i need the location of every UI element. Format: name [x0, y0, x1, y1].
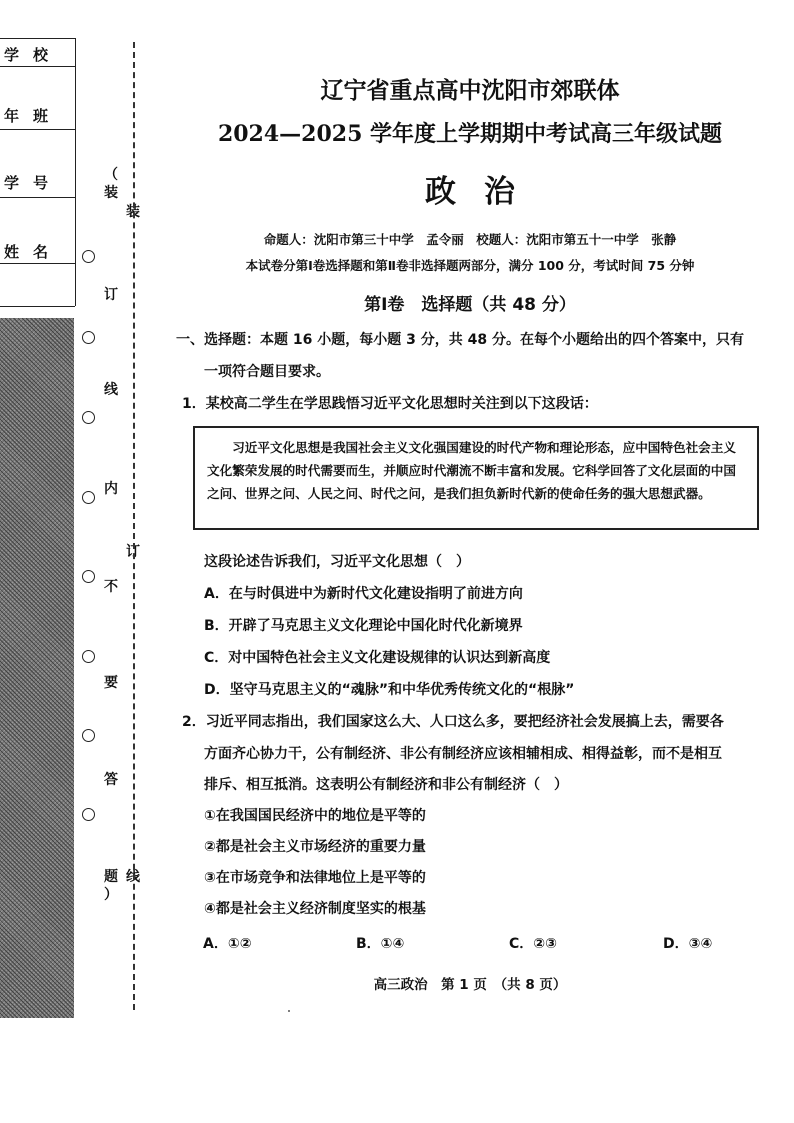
binding-hole: [82, 331, 95, 344]
binding-char: 内: [104, 481, 118, 497]
binding-char: 装: [104, 185, 118, 201]
q2-option-c[interactable]: C．②③: [509, 936, 557, 952]
section-title: 第Ⅰ卷 选择题（共 48 分）: [364, 295, 576, 315]
q1-option-d[interactable]: D．坚守马克思主义的“魂脉”和中华优秀传统文化的“根脉”: [204, 682, 575, 698]
q1-quote-box: 习近平文化思想是我国社会主义文化强国建设的时代产物和理论形态，应中国特色社会主义文化繁荣发展的时代需要而生，并顺应时代潮流不断丰富和发展。它科学回答了文化层面的中国之问、世界之问、人民之问、时代之问，是我们担负新时代新的使命任务的强大思想武器。: [193, 426, 759, 530]
q1-option-b[interactable]: B．开辟了马克思主义文化理论中国化时代化新境界: [204, 618, 523, 634]
binding-dashed-line: [133, 42, 135, 1010]
q2-stem-line1: 2．习近平同志指出，我们国家这么大、人口这么多，要把经济社会发展搞上去，需要各: [182, 714, 724, 730]
q2-stem-line2: 方面齐心协力干，公有制经济、非公有制经济应该相辅相成、相得益彰，而不是相互: [204, 746, 722, 762]
q2-option-d[interactable]: D．③④: [663, 936, 713, 952]
binding-hole: [82, 250, 95, 263]
q2-statement-4: ④都是社会主义经济制度坚实的根基: [204, 901, 426, 917]
binding-char: 要: [104, 675, 118, 691]
binding-char: 不: [104, 579, 118, 595]
q1-question: 这段论述告诉我们，习近平文化思想（ ）: [204, 554, 470, 570]
q1-option-c[interactable]: C．对中国特色社会主义文化建设规律的认识达到新高度: [204, 650, 551, 666]
binding-char: 答: [104, 772, 118, 788]
name-underline: [0, 263, 75, 264]
student-id-field[interactable]: [0, 172, 75, 216]
binding-hole: [82, 808, 95, 821]
binding-hole: [82, 570, 95, 583]
binding-char: 线: [104, 382, 118, 398]
binding-char: 订: [104, 287, 118, 303]
binding-char-right: 线: [126, 869, 140, 885]
q1-option-a[interactable]: A．在与时俱进中为新时代文化建设指明了前进方向: [204, 586, 523, 602]
student-id-underline: [0, 197, 75, 198]
section-instruction-line1: 一、选择题：本题 16 小题，每小题 3 分，共 48 分。在每个小题给出的四个答案中，只有: [176, 332, 744, 348]
class-field[interactable]: [0, 105, 75, 149]
q2-option-b[interactable]: B．①④: [356, 936, 405, 952]
q2-statement-1: ①在我国国民经济中的地位是平等的: [204, 808, 426, 824]
info-bottom-line: [0, 306, 75, 307]
q2-statement-3: ③在市场竞争和法律地位上是平等的: [204, 870, 426, 886]
class-underline: [0, 129, 75, 130]
name-label: 姓名: [4, 243, 63, 261]
exam-title-line1: 辽宁省重点高中沈阳市郊联体: [320, 77, 620, 104]
student-id-label: 学号: [4, 174, 63, 192]
class-label: 年班: [4, 107, 63, 125]
q1-stem: 1．某校高二学生在学思践悟习近平文化思想时关注到以下这段话：: [182, 396, 598, 412]
hatched-margin: [0, 318, 74, 1018]
q2-statement-2: ②都是社会主义市场经济的重要力量: [204, 839, 426, 855]
binding-char: 题: [104, 869, 118, 885]
school-label: 学校: [4, 46, 63, 64]
exam-info-line: 本试卷分第Ⅰ卷选择题和第Ⅱ卷非选择题两部分，满分 100 分，考试时间 75 分钟: [245, 258, 695, 273]
page-footer: 高三政治 第 1 页 （共 8 页）: [373, 977, 567, 993]
binding-char-right: 装: [126, 204, 140, 220]
school-underline: [0, 66, 75, 67]
exam-title-line2: 2024—2025 学年度上学期期中考试高三年级试题: [217, 121, 723, 147]
authors-line: 命题人：沈阳市第三十中学 孟令丽 校题人：沈阳市第五十一中学 张静: [263, 232, 677, 247]
binding-char: ）: [104, 887, 118, 903]
binding-hole: [82, 411, 95, 424]
info-border: [75, 38, 76, 306]
binding-hole: [82, 491, 95, 504]
info-top-line: [0, 38, 75, 39]
q2-option-a[interactable]: A．①②: [203, 936, 252, 952]
binding-char-right: 订: [126, 544, 140, 560]
binding-char: （: [104, 167, 118, 183]
binding-hole: [82, 650, 95, 663]
scan-speck: [288, 1010, 290, 1012]
subject-title: 政治: [425, 174, 543, 210]
section-instruction-line2: 一项符合题目要求。: [204, 364, 330, 380]
binding-hole: [82, 729, 95, 742]
q2-stem-line3: 排斥、相互抵消。这表明公有制经济和非公有制经济（ ）: [204, 777, 568, 793]
